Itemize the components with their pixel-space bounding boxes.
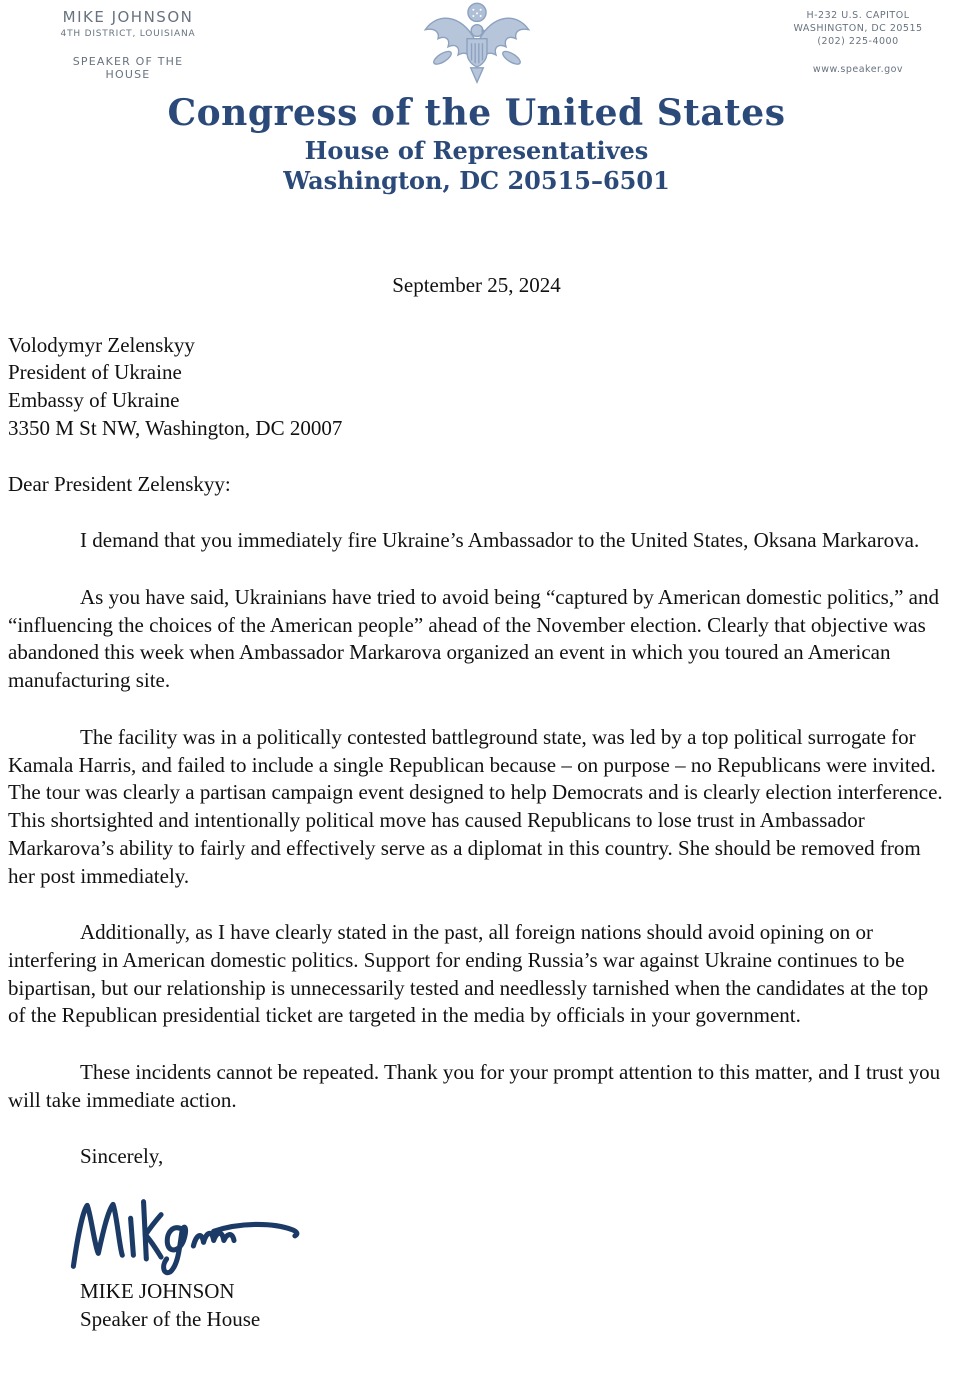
signature-image <box>66 1192 945 1276</box>
recipient-address: 3350 M St NW, Washington, DC 20007 <box>8 415 343 440</box>
masthead-house: House of Representatives <box>304 135 649 165</box>
signer-title: Speaker of the House <box>80 1306 261 1331</box>
office-phone: (202) 225-4000 <box>817 35 899 47</box>
closing: Sincerely, <box>80 1143 164 1168</box>
recipient-block <box>8 332 945 443</box>
paragraph-1: I demand that you immediately fire Ukraine’s Ambassador to the United States, Oksana Markarova. <box>80 528 920 553</box>
letter-date: September 25, 2024 <box>392 273 561 297</box>
member-title: SPEAKER OF THE HOUSE <box>72 55 184 81</box>
great-seal-eagle-icon <box>418 0 536 96</box>
masthead-city: Washington, DC 20515–6501 <box>283 166 670 196</box>
paragraph-4: Additionally, as I have clearly stated in the past, all foreign nations should avoid opining on or interfering in American domestic politics. Support for ending Russia’s war against Ukraine continues to be bipartisan, but our relationship is unnecessarily tested and needlessly tarnished when the candidates at the top of the Republican presidential ticket are targeted in the media by officials in your government. <box>8 920 929 1028</box>
paragraph-3: The facility was in a politically contested battleground state, was led by a top political surrogate for Kamala Harris, and failed to include a single Republican because – on purpose – no Republicans were invited. The tour was clearly a partisan campaign event designed to help Democrats and is clearly election interference. This shortsighted and intentionally political move has caused Republicans to lose trust in Ambassador Markarova’s ability to fairly and effectively serve as a diplomat in this country. She should be removed from her post immediately. <box>8 724 943 888</box>
office-website: www.speaker.gov <box>812 64 904 76</box>
salutation: Dear President Zelenskyy: <box>8 471 231 496</box>
office-address-line2: WASHINGTON, DC 20515 <box>793 22 923 34</box>
office-address-line1: H-232 U.S. CAPITOL <box>806 10 910 21</box>
recipient-name: Volodymyr Zelenskyy <box>8 332 195 357</box>
letter-body <box>0 272 953 1334</box>
letterhead-office-block <box>773 10 943 77</box>
masthead-congress: Congress of the United States <box>167 92 786 134</box>
recipient-org: Embassy of Ukraine <box>8 388 180 413</box>
masthead <box>0 94 953 196</box>
letterhead-member-block <box>48 8 208 81</box>
recipient-title: President of Ukraine <box>8 360 182 385</box>
letterhead <box>0 0 953 200</box>
member-name: MIKE JOHNSON <box>62 8 194 26</box>
paragraph-5: These incidents cannot be repeated. Thank you for your prompt attention to this matter, and I trust you will take immediate action. <box>8 1060 941 1112</box>
signer-name: MIKE JOHNSON <box>80 1279 235 1304</box>
member-district: 4TH DISTRICT, LOUISIANA <box>60 29 196 39</box>
paragraph-2: As you have said, Ukrainians have tried to avoid being “captured by American domestic politics,” and “influencing the choices of the American people” ahead of the November election. Clearly that objective was abandoned this week when Ambassador Markarova organized an event in which you toured an American manufacturing site. <box>8 585 940 693</box>
